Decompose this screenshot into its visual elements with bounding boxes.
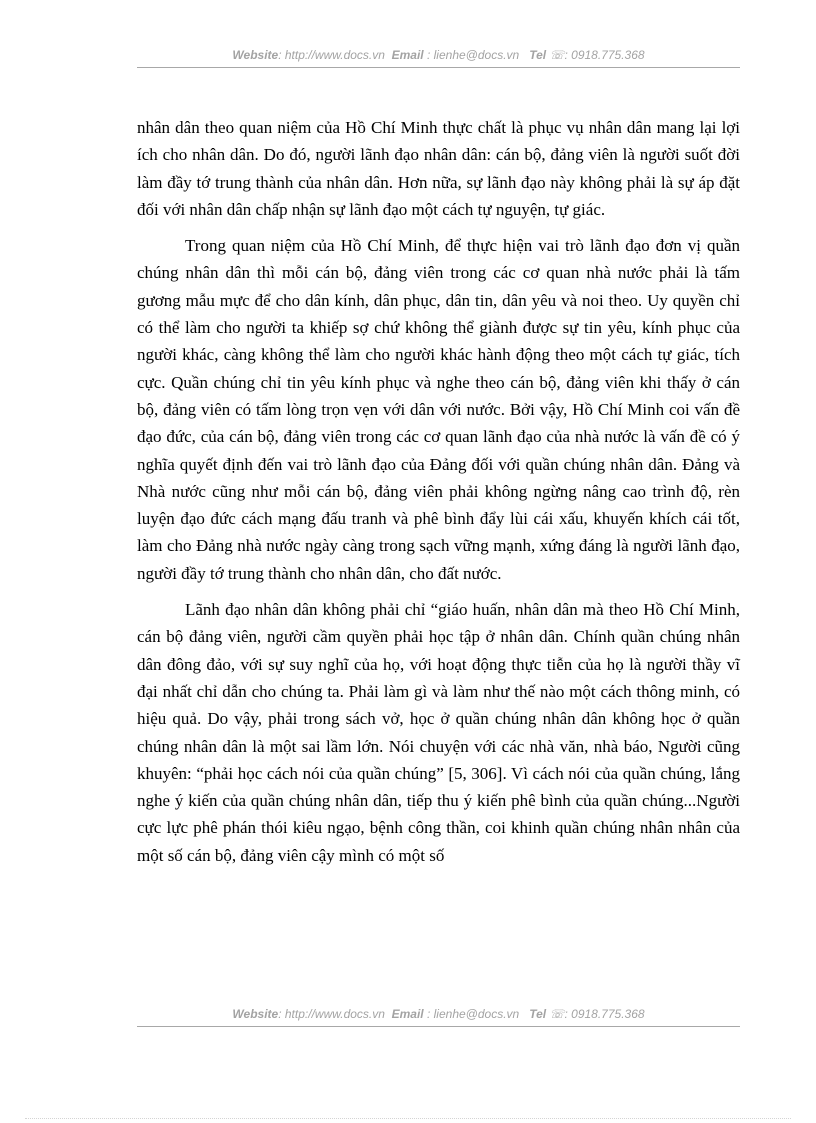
email-value: : lienhe@docs.vn: [426, 1007, 520, 1021]
email-label: Email: [391, 48, 424, 62]
page-footer: [137, 1006, 740, 1027]
tel-label: Tel: [529, 1007, 547, 1021]
phone-icon: ☏: [549, 48, 565, 62]
email-value: : lienhe@docs.vn: [426, 48, 520, 62]
phone-icon: ☏: [549, 1007, 565, 1021]
page-header: [137, 47, 740, 68]
email-label: Email: [391, 1007, 424, 1021]
website-url: : http://www.docs.vn: [278, 1007, 385, 1021]
paragraph-3: Lãnh đạo nhân dân không phải chỉ “giáo huấn, nhân dân mà theo Hồ Chí Minh, cán bộ đảng viên, người cầm quyền phải học tập ở nhân dân. Chính quần chúng nhân dân đông đảo, với sự suy nghĩ của họ, với hoạt động thực tiễn của họ là người thầy vĩ đại nhất chỉ dẫn cho chúng ta. Phải làm gì và làm như thế nào một cách thông minh, có hiệu quả. Do vậy, phải trong sách vở, học ở quần chúng nhân dân không học ở quần chúng nhân dân là một sai lầm lớn. Nói chuyện với các nhà văn, nhà báo, Người cũng khuyên: “phải học cách nói của quần chúng” [5, 306]. Vì cách nói của quần chúng, lắng nghe ý kiến của quần chúng nhân dân, tiếp thu ý kiến phê bình của quần chúng...Người cực lực phê phán thói kiêu ngạo, bệnh công thần, coi khinh quần chúng nhân nhân của một số cán bộ, đảng viên cậy mình có một số: [137, 600, 740, 865]
paragraph-1: nhân dân theo quan niệm của Hồ Chí Minh thực chất là phục vụ nhân dân mang lại lợi ích cho nhân dân. Do đó, người lãnh đạo nhân dân: cán bộ, đảng viên là người suốt đời làm đầy tớ trung thành của nhân dân. Hơn nữa, sự lãnh đạo này không phải là sự áp đặt đối với nhân dân chấp nhận sự lãnh đạo một cách tự nguyện, tự giác.: [137, 118, 740, 219]
tel-label: Tel: [529, 48, 547, 62]
document-body: [137, 114, 740, 878]
website-url: : http://www.docs.vn: [278, 48, 385, 62]
website-label: Website: [232, 1007, 279, 1021]
page-edge-divider: [25, 1118, 791, 1119]
website-label: Website: [232, 48, 279, 62]
tel-value: : 0918.775.368: [564, 1007, 645, 1021]
tel-value: : 0918.775.368: [564, 48, 645, 62]
paragraph-2: Trong quan niệm của Hồ Chí Minh, để thực hiện vai trò lãnh đạo đơn vị quần chúng nhân dân thì mỗi cán bộ, đảng viên trong các cơ quan nhà nước phải là tấm gương mẫu mực để cho dân kính, dân phục, dân tin, dân yêu và noi theo. Uy quyền chỉ có thể làm cho người ta khiếp sợ chứ không thể giành được sự tin yêu, kính phục của người khác, càng không thể làm cho người khác hành động theo một cách tự giác, tích cực. Quần chúng chỉ tin yêu kính phục và nghe theo cán bộ, đảng viên khi thấy ở cán bộ, đảng viên có tấm lòng trọn vẹn với dân với nước. Bởi vậy, Hồ Chí Minh coi vấn đề đạo đức, của cán bộ, đảng viên trong các cơ quan lãnh đạo của nhà nước là vấn đề có ý nghĩa quyết định đến vai trò lãnh đạo của Đảng đối với quần chúng nhân dân. Đảng và Nhà nước cũng như mỗi cán bộ, đảng viên phải không ngừng nâng cao trình độ, rèn luyện đạo đức cách mạng đấu tranh và phê bình đẩy lùi cái xấu, khuyến khích cái tốt, làm cho Đảng nhà nước ngày càng trong sạch vững mạnh, xứng đáng là người lãnh đạo, người đầy tớ trung thành cho nhân dân, cho đất nước.: [137, 236, 740, 583]
